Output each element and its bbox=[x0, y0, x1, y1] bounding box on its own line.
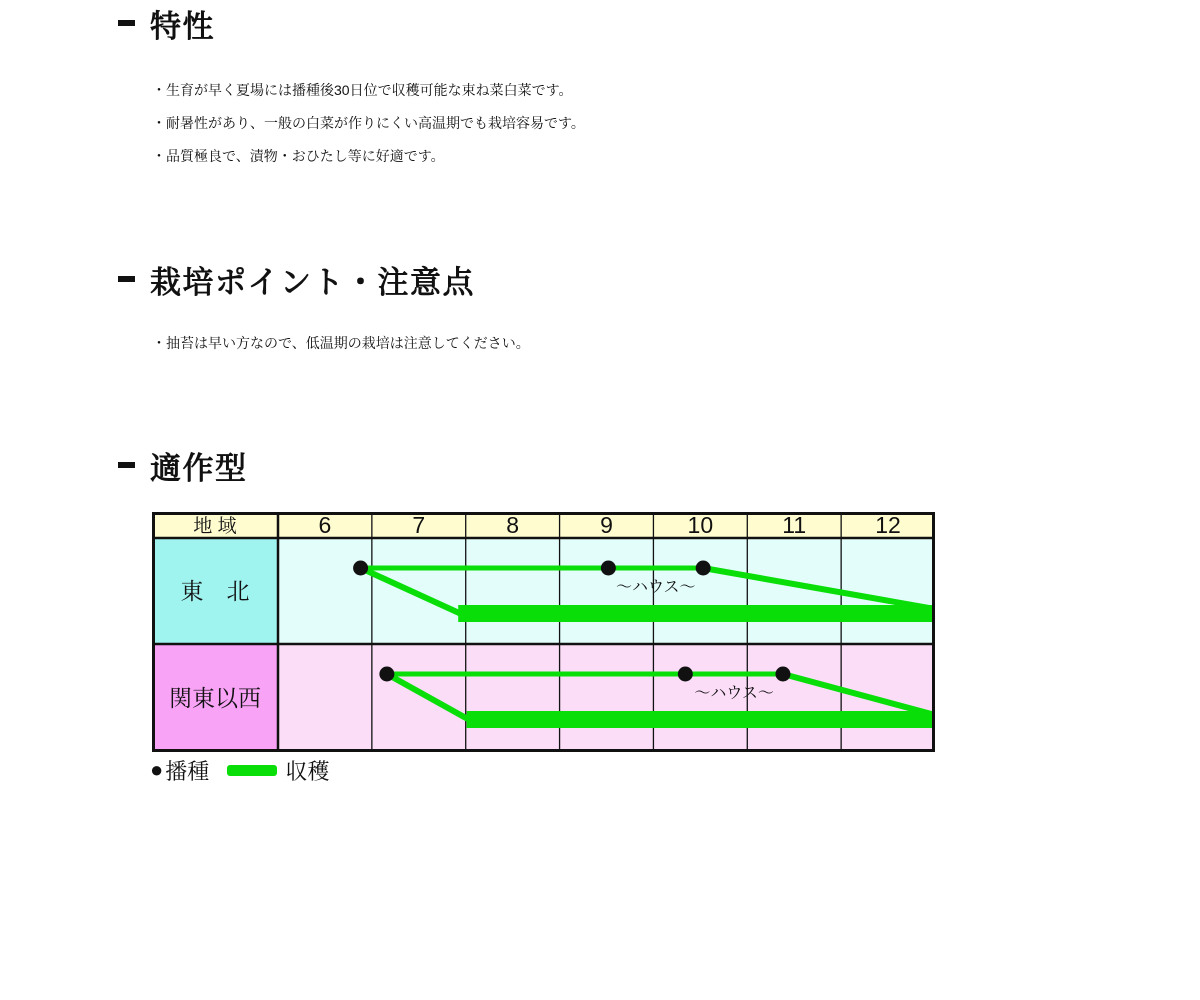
legend-harvest-label: 収穫 bbox=[285, 758, 330, 784]
region-data-cells bbox=[278, 644, 935, 752]
bullet-line: ・生育が早く夏場には播種後30日位で収穫可能な束ね菜白菜です。 bbox=[152, 82, 573, 98]
month-header-label: 8 bbox=[506, 512, 520, 538]
sowing-dot bbox=[696, 561, 711, 576]
sowing-dot bbox=[353, 561, 368, 576]
section-dash-icon bbox=[118, 20, 135, 26]
month-header-label: 9 bbox=[600, 512, 613, 538]
section-characteristics-heading bbox=[118, 4, 215, 42]
sowing-dot bbox=[775, 667, 790, 682]
sowing-dot bbox=[678, 667, 693, 682]
month-header-label: 6 bbox=[318, 512, 332, 538]
month-header-label: 11 bbox=[782, 512, 807, 538]
section-title: 適作型 bbox=[150, 450, 248, 486]
section-cultivation-points-heading bbox=[118, 260, 475, 298]
sowing-dot bbox=[379, 667, 394, 682]
sowing-dot-icon: ● bbox=[150, 757, 164, 782]
section-dash-icon bbox=[118, 276, 135, 282]
bullet-line: ・品質極良で、漬物・おひたし等に好適です。 bbox=[152, 148, 445, 164]
harvest-bar-icon bbox=[227, 765, 277, 776]
month-header-label: 7 bbox=[412, 512, 426, 538]
region-label: 関東以西 bbox=[169, 685, 261, 711]
characteristics-bullets bbox=[152, 74, 585, 173]
region-label: 東 北 bbox=[180, 578, 250, 604]
chart-legend bbox=[150, 756, 329, 784]
house-label: 〜ハウス〜 bbox=[694, 685, 774, 702]
month-header-label: 10 bbox=[687, 512, 714, 538]
cultivation-points-bullets bbox=[152, 327, 530, 360]
legend-sowing-label: 播種 bbox=[165, 758, 210, 784]
region-column-header: 地 域 bbox=[193, 516, 237, 537]
month-header-label: 12 bbox=[875, 512, 901, 538]
cropping-calendar-chart bbox=[152, 512, 935, 752]
section-suitable-cropping-heading bbox=[118, 446, 248, 484]
house-label: 〜ハウス〜 bbox=[616, 579, 696, 596]
section-title: 特性 bbox=[150, 8, 215, 44]
sowing-dot bbox=[601, 561, 616, 576]
section-dash-icon bbox=[118, 462, 135, 468]
bullet-line: ・抽苔は早い方なので、低温期の栽培は注意してください。 bbox=[152, 335, 530, 351]
section-title: 栽培ポイント・注意点 bbox=[150, 264, 475, 300]
harvest-bar bbox=[458, 605, 935, 622]
harvest-bar bbox=[467, 711, 935, 728]
header-row-bg bbox=[152, 512, 935, 538]
bullet-line: ・耐暑性があり、一般の白菜が作りにくい高温期でも栽培容易です。 bbox=[152, 115, 585, 131]
